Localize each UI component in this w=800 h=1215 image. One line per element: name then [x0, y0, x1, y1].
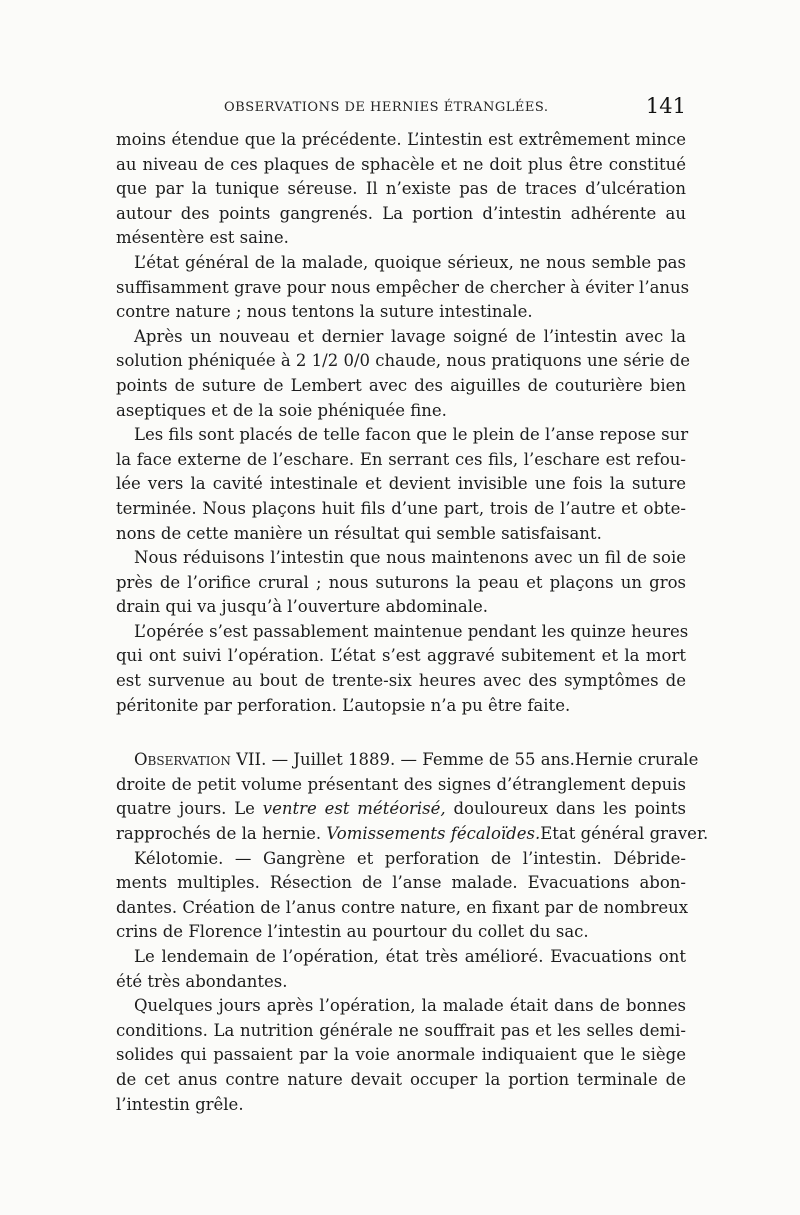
text-span: Etat général graver.	[540, 824, 709, 844]
text-line: conditions. La nutrition générale ne souffrait pas et les selles demi-	[116, 1020, 686, 1040]
text-line: de cet anus contre nature devait occuper la portion terminale de	[116, 1069, 686, 1089]
text-line: lée vers la cavité intestinale et devient invisible une fois la suture	[116, 474, 686, 494]
paragraph	[116, 325, 690, 423]
text-line: nons de cette manière un résultat qui semble satisfaisant.	[116, 523, 602, 543]
text-line: l’intestin grêle.	[116, 1094, 244, 1114]
text-line: au niveau de ces plaques de sphacèle et ne doit plus être constitué	[116, 154, 686, 174]
text-line: aseptiques et de la soie phéniquée fine.	[116, 400, 447, 420]
paragraph	[116, 423, 689, 546]
text-span: douloureux dans les points	[453, 799, 687, 819]
observation-date: — Juillet 1889.	[271, 750, 396, 770]
text-line	[116, 822, 709, 847]
text-line: dantes. Création de l’anus contre nature, en fixant par de nombreux	[116, 897, 689, 917]
text-line: près de l’orifice crural ; nous suturons la peau et plaçons un gros	[116, 572, 686, 592]
running-head	[116, 94, 686, 118]
text-line: ments multiples. Résection de l’anse malade. Evacuations abon-	[116, 873, 686, 893]
text-span: rapprochés de la hernie.	[116, 824, 322, 844]
text-line: moins étendue que la précédente. L’intestin est extrêmement mince	[116, 130, 686, 149]
text-line: crins de Florence l’intestin au pourtour du collet du sac.	[116, 922, 589, 942]
paragraph	[116, 847, 689, 945]
text-line: points de suture de Lembert avec des aiguilles de couturière bien	[116, 375, 686, 395]
observation-heading-line	[116, 748, 699, 773]
text-line: Quelques jours après l’opération, la malade était dans de bonnes	[134, 996, 686, 1016]
paragraph	[116, 994, 686, 1117]
paragraph	[116, 251, 690, 325]
text-line: Les fils sont placés de telle facon que le plein de l’anse repose sur	[134, 425, 689, 445]
text-line: été très abondantes.	[116, 971, 288, 991]
running-head-title: OBSERVATIONS DE HERNIES ÉTRANGLÉES.	[224, 100, 549, 115]
paragraph	[116, 945, 686, 994]
text-line: solides qui passaient par la voie anormale indiquaient que le siège	[116, 1045, 686, 1065]
italic-text: ventre est météorisé,	[262, 799, 446, 819]
text-line: est survenue au bout de trente-six heures avec des symptômes de	[116, 671, 686, 691]
text-line: Kélotomie. — Gangrène et perforation de l’intestin. Débride-	[134, 848, 686, 868]
text-line: Après un nouveau et dernier lavage soigné de l’intestin avec la	[134, 326, 686, 346]
text-line: Le lendemain de l’opération, état très amélioré. Evacuations ont	[134, 947, 686, 966]
text-line: autour des points gangrenés. La portion d’intestin adhérente au	[116, 203, 686, 223]
text-line: mésentère est saine.	[116, 228, 289, 248]
text-span: quatre jours. Le	[116, 799, 255, 819]
text-line: la face externe de l’eschare. En serrant ces fils, l’eschare est refou-	[116, 449, 686, 469]
text-line: Nous réduisons l’intestin que nous maintenons avec un fil de soie	[134, 548, 686, 568]
text-line: péritonite par perforation. L’autopsie n’a pu être faite.	[116, 695, 571, 715]
text-line: L’opérée s’est passablement maintenue pendant les quinze heures	[134, 621, 689, 641]
text-line: qui ont suivi l’opération. L’état s’est aggravé subitement et la mort	[116, 646, 686, 666]
paragraph	[116, 546, 686, 620]
text-line	[116, 797, 686, 822]
text-span: — Femme de 55 ans.Hernie crurale	[400, 750, 699, 770]
italic-text: Vomissements fécaloïdes.	[326, 824, 541, 844]
text-line: contre nature ; nous tentons la suture intestinale.	[116, 302, 533, 322]
observation-paragraph	[116, 748, 709, 846]
section-gap	[116, 718, 686, 748]
observation-label: Observation VII.	[134, 750, 267, 770]
paragraph	[116, 128, 686, 251]
body-text	[116, 128, 709, 1117]
text-line: que par la tunique séreuse. Il n’existe pas de traces d’ulcération	[116, 179, 686, 199]
paragraph	[116, 620, 689, 718]
text-line: suffisamment grave pour nous empêcher de chercher à éviter l’anus	[116, 277, 690, 297]
text-line: L’état général de la malade, quoique sérieux, ne nous semble pas	[134, 252, 686, 272]
text-line: solution phéniquée à 2 1/2 0/0 chaude, nous pratiquons une série de	[116, 351, 690, 371]
page-number: 141	[645, 94, 686, 118]
text-line: terminée. Nous plaçons huit fils d’une part, trois de l’autre et obte-	[116, 498, 686, 518]
text-line: droite de petit volume présentant des signes d’étranglement depuis	[116, 774, 686, 794]
text-line: drain qui va jusqu’à l’ouverture abdominale.	[116, 597, 489, 617]
